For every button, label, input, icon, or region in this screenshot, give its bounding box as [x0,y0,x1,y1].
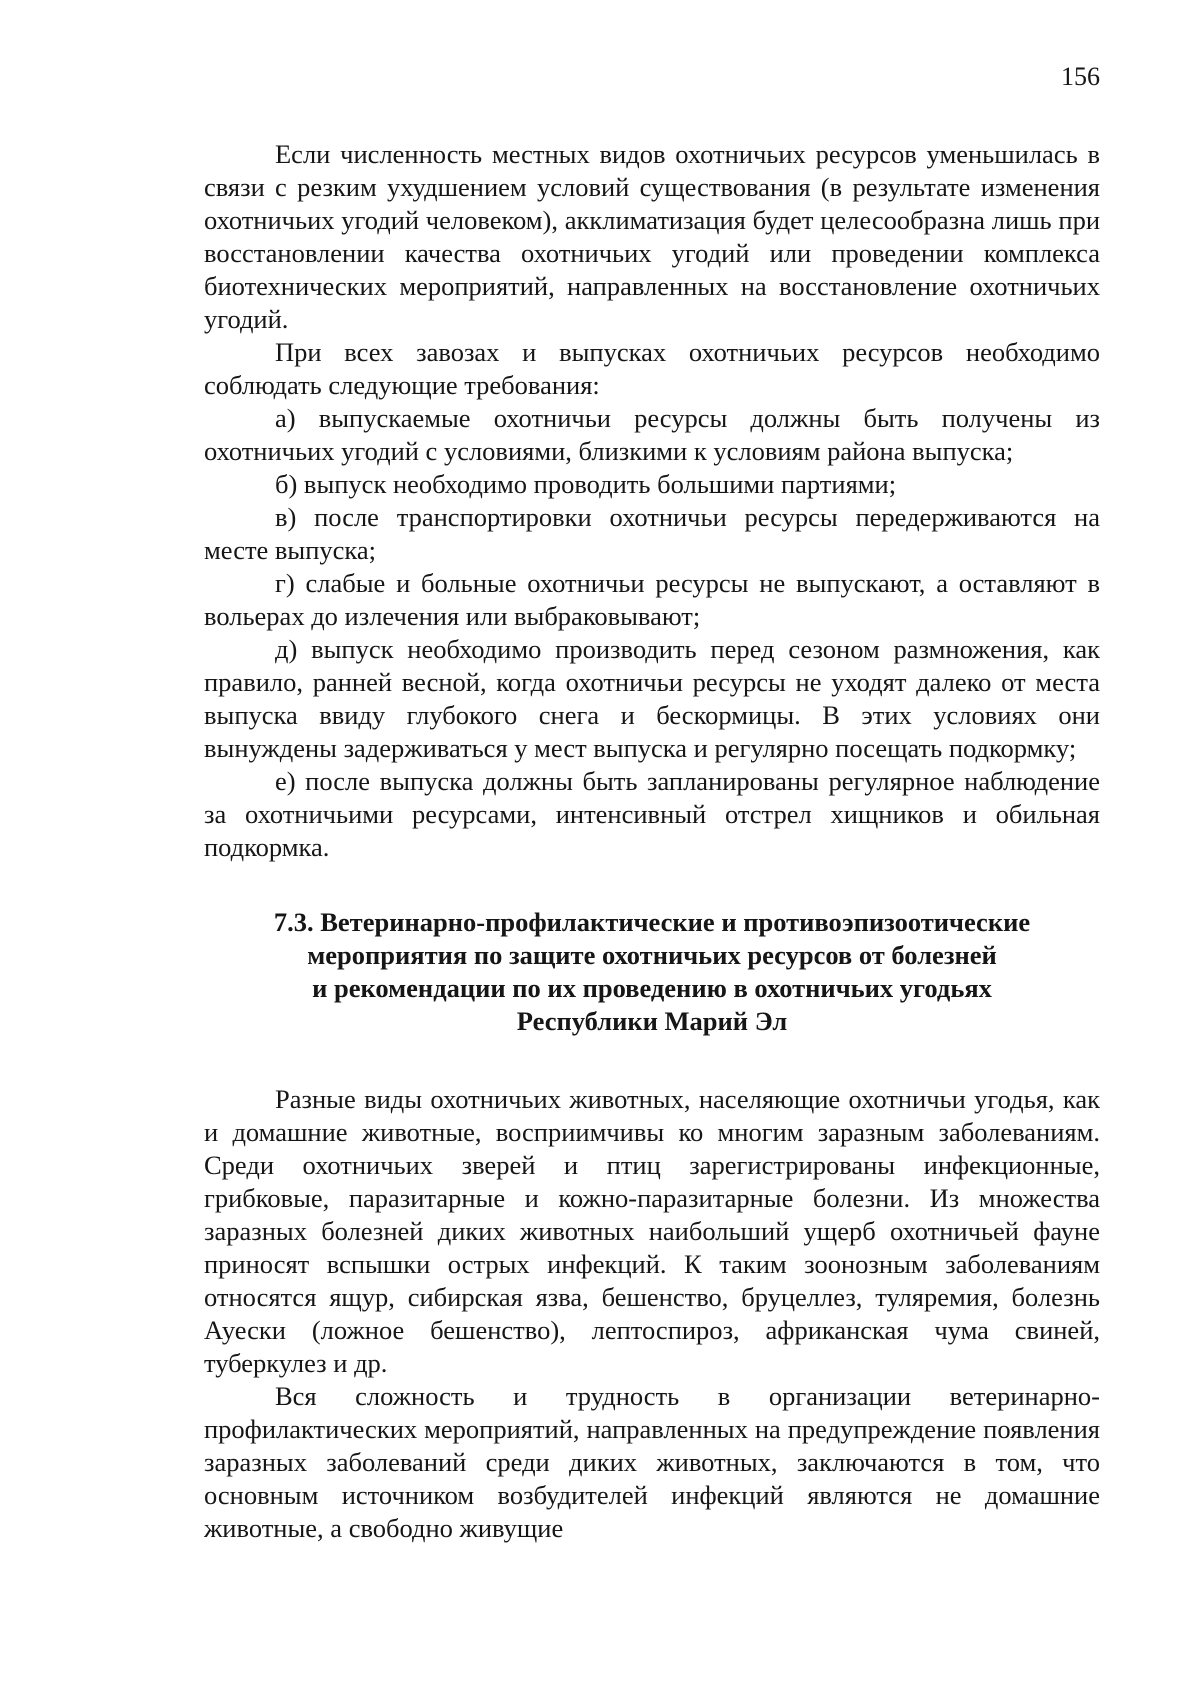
page-number: 156 [1061,62,1100,91]
section-heading [204,906,1100,1038]
page-body [204,138,1100,1545]
paragraph-requirements-intro: При всех завозах и выпусках охотничьих ресурсов необходимо соблюдать следующие требования: [204,337,1100,400]
list-item-d: д) выпуск необходимо производить перед сезоном размножения, как правило, ранней весной, когда охотничьи ресурсы не уходят далеко от места выпуска ввиду глубокого снега и бескормицы. В этих условиях они вынуждены задерживаться у мест выпуска и регулярно посещать подкормку; [204,634,1100,763]
section-heading-line: мероприятия по защите охотничьих ресурсов от болезней [307,940,997,970]
section-heading-line: Республики Марий Эл [516,1006,788,1036]
paragraph-acclimatization: Если численность местных видов охотничьих ресурсов уменьшилась в связи с резким ухудшением условий существования (в результате изменения охотничьих угодий человеком), акклиматизация будет целесообразна лишь при восстановлении качества охотничьих угодий или проведении комплекса биотехнических мероприятий, направленных на восстановление охотничьих угодий. [204,139,1100,334]
section-heading-line: 7.3. Ветеринарно-профилактические и противоэпизоотические [273,907,1031,937]
list-item-e: е) после выпуска должны быть запланированы регулярное наблюдение за охотничьими ресурсами, интенсивный отстрел хищников и обильная подкормка. [204,766,1100,862]
list-item-b: б) выпуск необходимо проводить большими партиями; [275,469,897,499]
list-item-g: г) слабые и больные охотничьи ресурсы не выпускают, а оставляют в вольерах до излечения или выбраковывают; [204,568,1100,631]
list-item-a: а) выпускаемые охотничьи ресурсы должны быть получены из охотничьих угодий с условиями, близкими к условиям района выпуска; [204,403,1100,466]
paragraph-diseases: Разные виды охотничьих животных, населяющие охотничьи угодья, как и домашние животные, восприимчивы ко многим заразным заболеваниям. Среди охотничьих зверей и птиц зарегистрированы инфекционные, грибковые, паразитарные и кожно-паразитарные болезни. Из множества заразных болезней диких животных наибольший ущерб охотничьей фауне приносят вспышки острых инфекций. К таким зоонозным заболеваниям относятся ящур, сибирская язва, бешенство, бруцеллез, туляремия, болезнь Ауески (ложное бешенство), лептоспироз, африканская чума свиней, туберкулез и др. [204,1084,1100,1378]
section-heading-line: и рекомендации по их проведению в охотничьих угодьях [312,973,992,1003]
paragraph-difficulty: Вся сложность и трудность в организации ветеринарно-профилактических мероприятий, направленных на предупреждение появления заразных заболеваний среди диких животных, заключаются в том, что основным источником возбудителей инфекций являются не домашние животные, а свободно живущие [204,1381,1100,1543]
list-item-v: в) после транспортировки охотничьи ресурсы передерживаются на месте выпуска; [204,502,1100,565]
